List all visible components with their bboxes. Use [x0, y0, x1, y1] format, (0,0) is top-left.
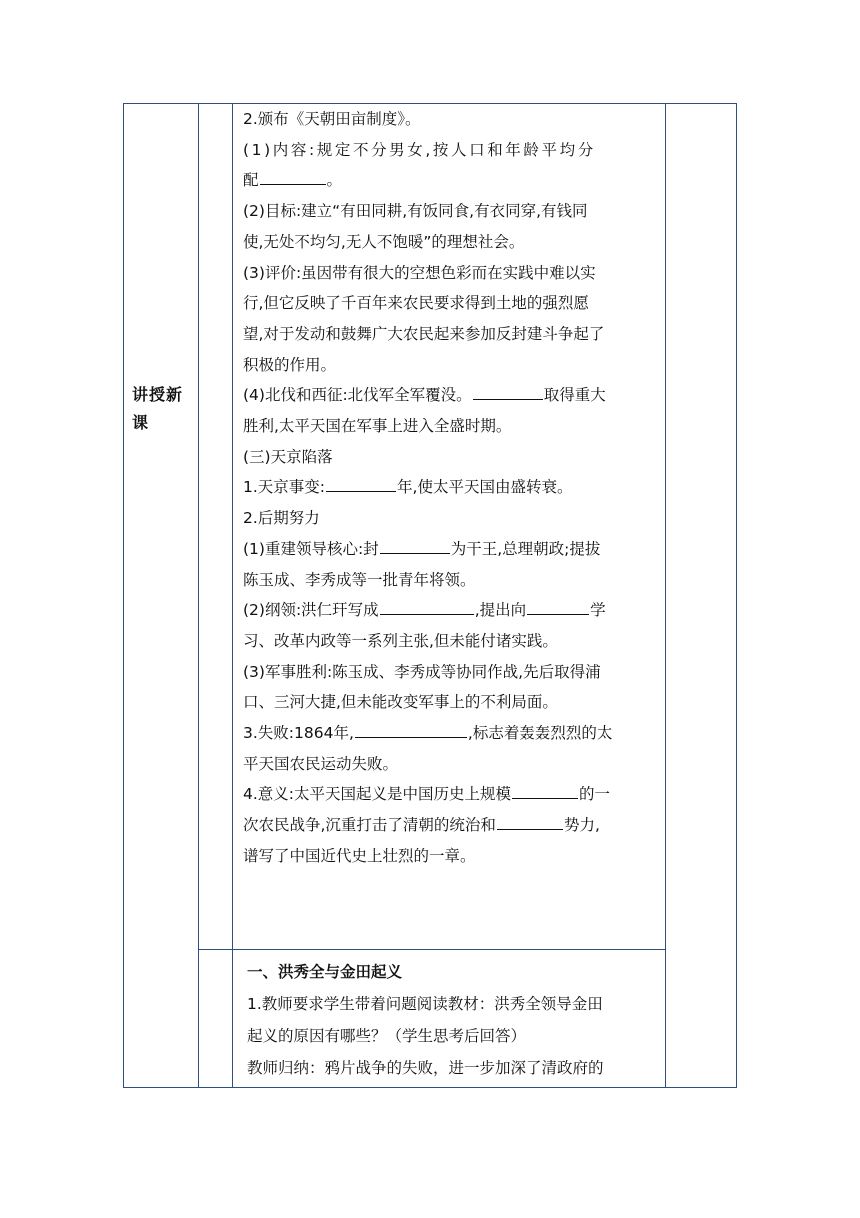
text-line: (4)北伐和西征:北伐军全军覆没。 取得重大	[241, 380, 669, 411]
text-line: 4.意义:太平天国起义是中国历史上规模 的一	[241, 779, 669, 810]
text-line: 1.教师要求学生带着问题阅读教材：洪秀全领导金田	[247, 995, 603, 1013]
text-line: 平天国农民运动失败。	[243, 754, 399, 773]
fill-blank	[260, 166, 326, 185]
fill-blank	[380, 535, 450, 554]
section-heading: 一、洪秀全与金田起义	[247, 963, 403, 981]
text-line: 配 。	[241, 165, 669, 196]
text-line: 陈玉成、李秀成等一批青年将领。	[243, 570, 476, 589]
lesson-table	[123, 103, 737, 1088]
text-line: (2)纲领:洪仁玕写成 ,提出向 学	[241, 595, 669, 626]
text-line: (3)军事胜利:陈玉成、李秀成等协同作战,先后取得浦	[243, 662, 601, 681]
text-line: 谱写了中国近代史上壮烈的一章。	[243, 846, 476, 865]
text-line: 望,对于发动和鼓舞广大农民起来参加反封建斗争起了	[243, 324, 605, 343]
section-label: 讲授新课	[132, 385, 184, 432]
text-line: 1.天京事变: 年,使太平天国由盛转衰。	[241, 472, 669, 503]
text-line: (3)评价:虽因带有很大的空想色彩而在实践中难以实	[243, 263, 596, 282]
text-line: 2.后期努力	[243, 509, 320, 528]
text-line: 行,但它反映了千百年来农民要求得到土地的强烈愿	[243, 294, 589, 313]
fill-blank	[380, 596, 474, 615]
text-line: 积极的作用。	[243, 355, 337, 374]
text-line: 起义的原因有哪些？（学生思考后回答）	[247, 1027, 527, 1045]
fill-blank	[473, 381, 543, 400]
text-line: 口、三河大捷,但未能改变军事上的不利局面。	[243, 693, 558, 712]
table-bottom-border	[124, 1087, 737, 1088]
text-line: 次农民战争,沉重打击了清朝的统治和 势力,	[241, 810, 669, 841]
text-line: (1)重建领导核心:封 为干王,总理朝政;提拔	[241, 534, 669, 565]
fill-blank	[512, 780, 578, 799]
text-line: 3.失败:1864年, ,标志着轰轰烈烈的太	[241, 718, 669, 749]
text-line: (三)天京陷落	[243, 447, 333, 466]
column-divider	[198, 104, 199, 1088]
text-line: 教师归纳：鸦片战争的失败，进一步加深了清政府的	[247, 1059, 604, 1077]
fill-blank	[497, 811, 563, 830]
lower-content	[241, 956, 669, 1084]
text-line: 习、改革内政等一系列主张,但未能付诸实践。	[243, 631, 558, 650]
table-right-border	[736, 104, 737, 1088]
upper-content	[241, 104, 669, 872]
fill-blank	[355, 719, 467, 738]
text-line: 胜利,太平天国在军事上进入全盛时期。	[243, 417, 512, 436]
text-line: 2.颁布《天朝田亩制度》。	[243, 110, 421, 128]
row-divider	[198, 949, 665, 950]
text-line: (2)目标:建立“有田同耕,有饭同食,有衣同穿,有钱同	[243, 202, 588, 221]
text-line: (1)内容:规定不分男女,按人口和年龄平均分	[243, 140, 596, 159]
text-line: 使,无处不均匀,无人不饱暖”的理想社会。	[243, 232, 525, 251]
fill-blank	[326, 473, 396, 492]
column-divider	[232, 104, 233, 1088]
fill-blank	[527, 596, 589, 615]
